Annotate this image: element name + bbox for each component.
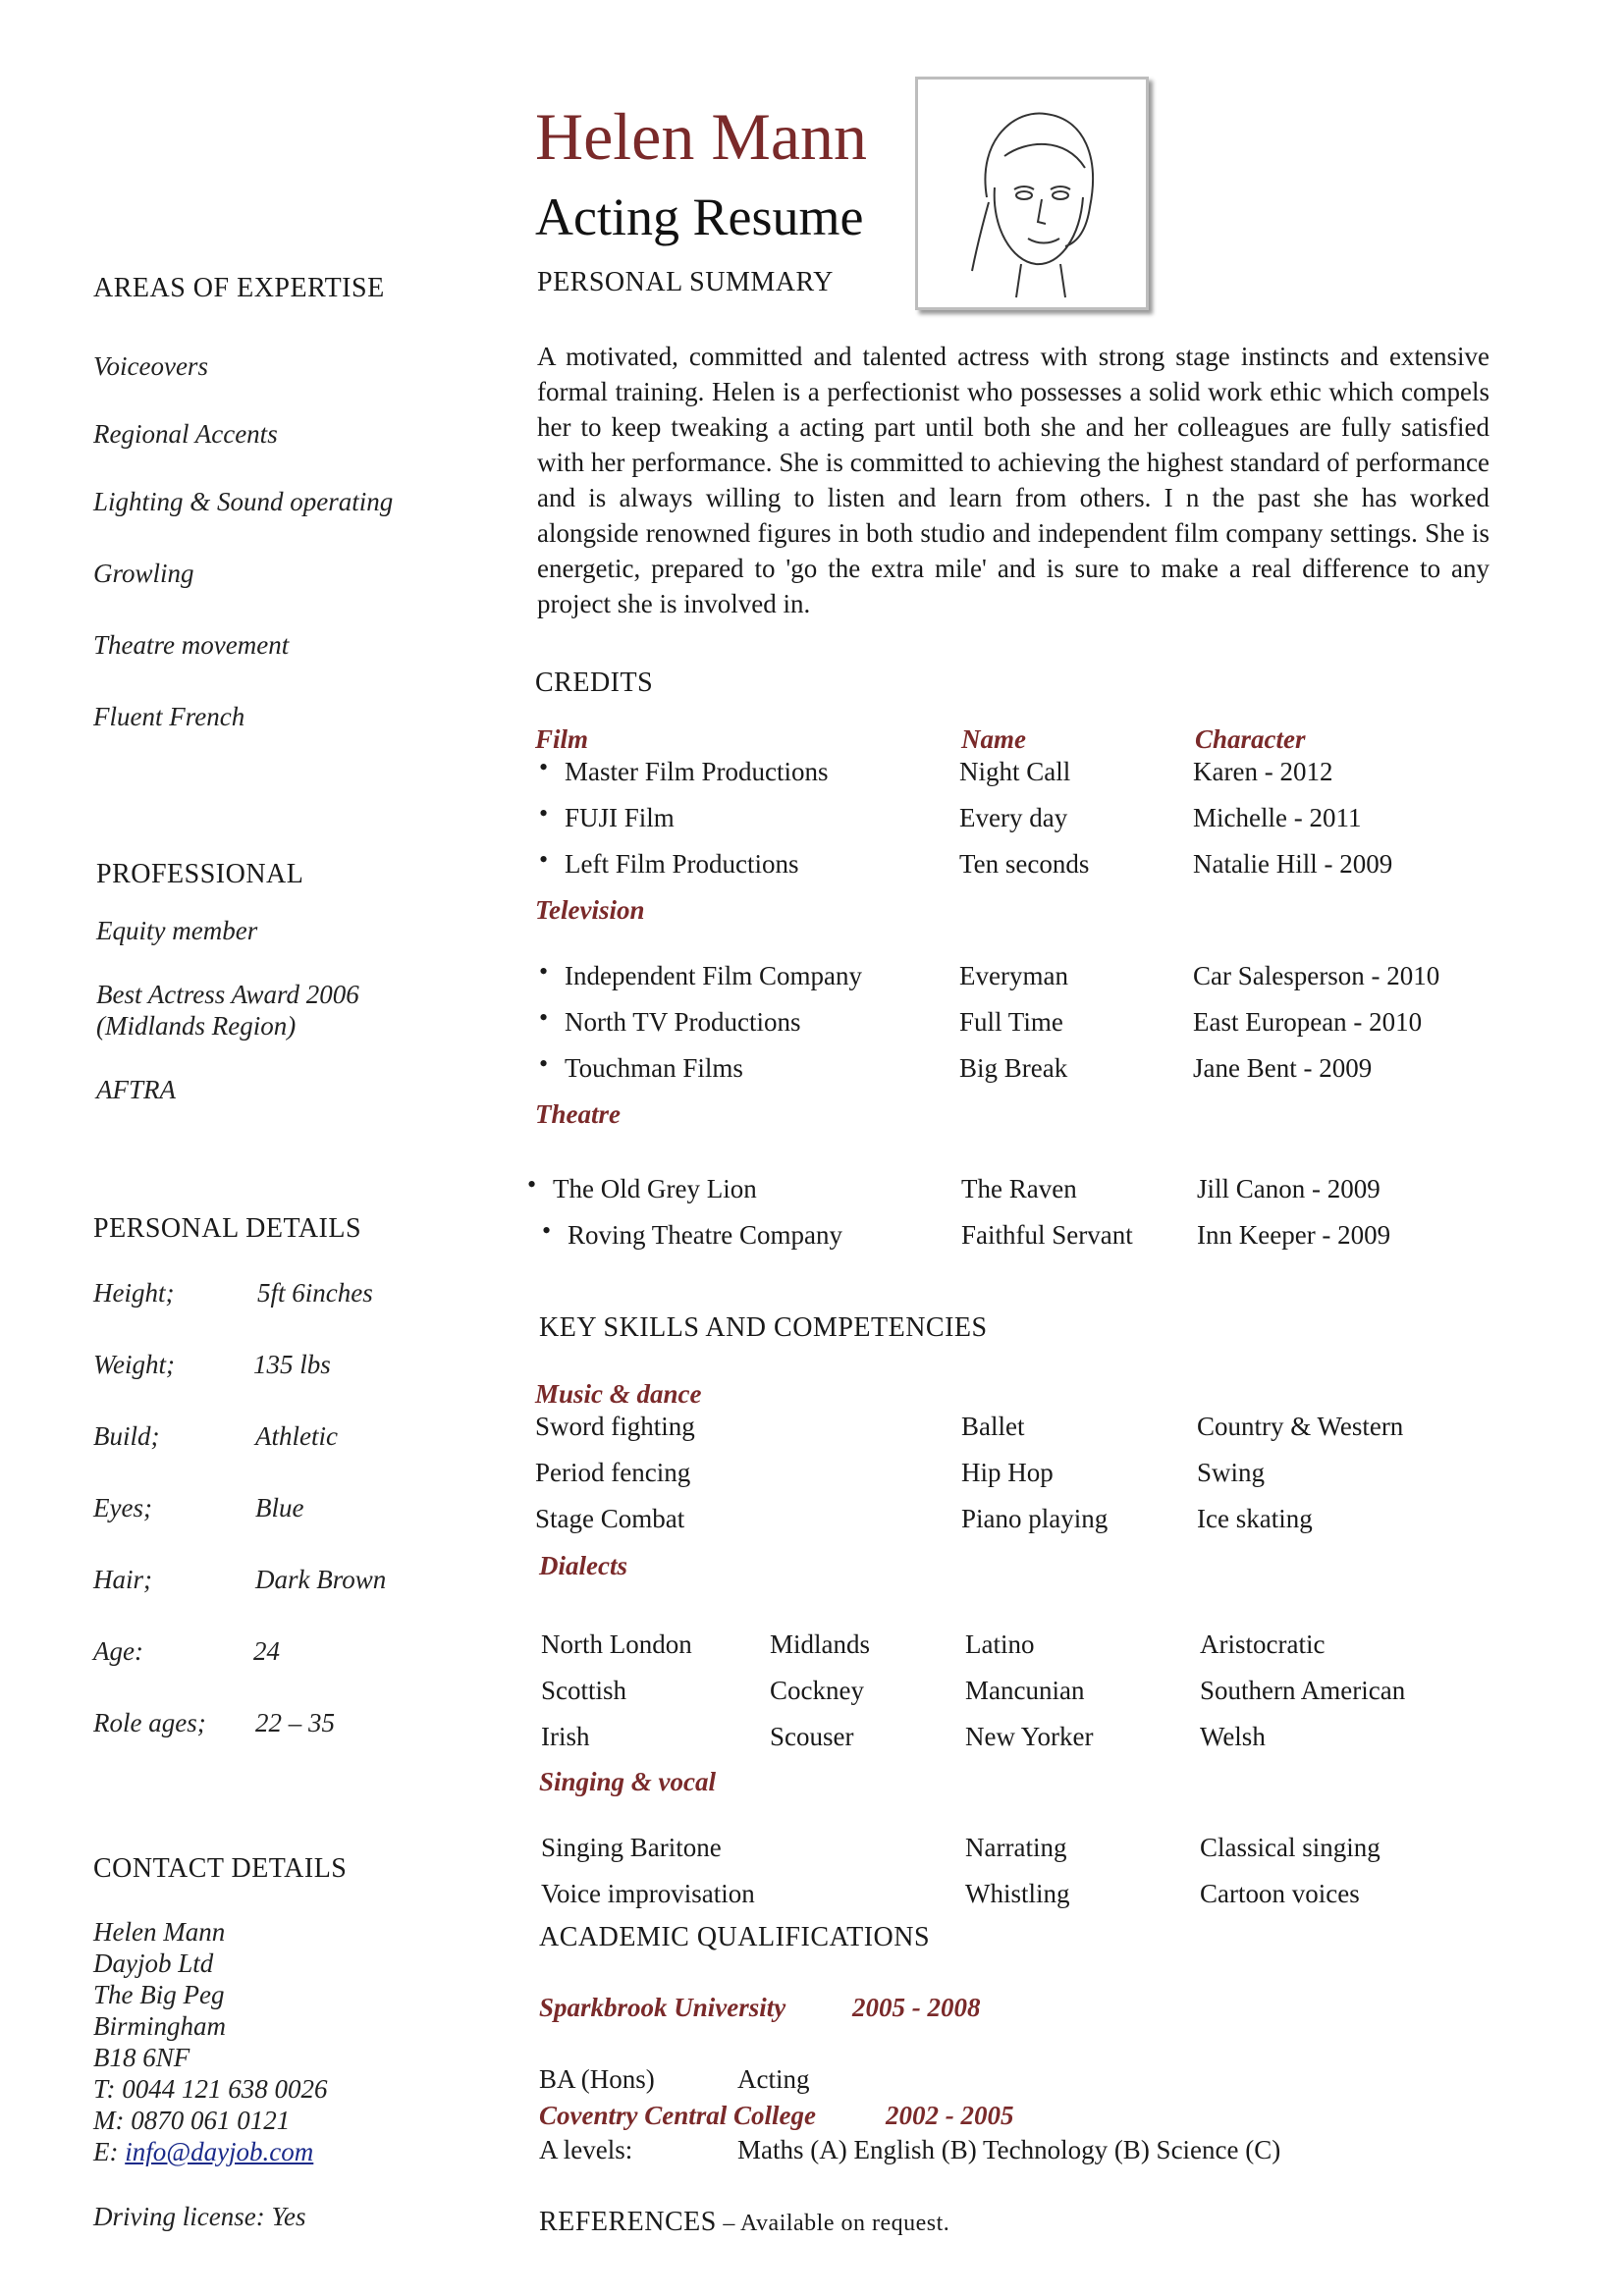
skill-item: Sword fighting — [535, 1412, 695, 1441]
singing-item: Voice improvisation — [541, 1879, 755, 1908]
dialects-subheading: Dialects — [539, 1551, 627, 1580]
credit-company: • Roving Theatre Company — [568, 1220, 842, 1251]
email-prefix: E: — [93, 2137, 126, 2166]
personal-value: 135 lbs — [253, 1350, 331, 1379]
credit-company: • Master Film Productions — [565, 757, 829, 787]
dialect-item: Welsh — [1200, 1722, 1266, 1751]
skill-item: Piano playing — [961, 1504, 1109, 1533]
skill-item: Stage Combat — [535, 1504, 685, 1533]
personal-heading: PERSONAL DETAILS — [93, 1213, 362, 1244]
dialect-item: Scouser — [770, 1722, 854, 1751]
personal-value: Athletic — [255, 1421, 338, 1451]
television-subheading: Television — [535, 895, 645, 925]
dialect-item: Cockney — [770, 1676, 864, 1705]
personal-label: Weight; — [93, 1350, 175, 1379]
singing-item: Classical singing — [1200, 1833, 1380, 1862]
credit-company: • Touchman Films — [565, 1053, 743, 1084]
portrait-sketch-icon — [918, 80, 1146, 307]
skill-item: Ballet — [961, 1412, 1025, 1441]
summary-heading: PERSONAL SUMMARY — [537, 267, 834, 297]
references-heading: REFERENCES — [539, 2207, 717, 2237]
contact-mobile: M: 0870 061 0121 — [93, 2106, 291, 2135]
college-years: 2002 - 2005 — [886, 2101, 1014, 2130]
personal-label: Age: — [93, 1636, 143, 1666]
dialect-item: Latino — [965, 1629, 1035, 1659]
driving-license: Driving license: Yes — [93, 2202, 306, 2231]
credit-character: Jill Canon - 2009 — [1197, 1174, 1380, 1203]
personal-label: Hair; — [93, 1565, 152, 1594]
skill-item: Country & Western — [1197, 1412, 1404, 1441]
expertise-item: Growling — [93, 559, 194, 588]
references-note: – Available on request. — [716, 2211, 950, 2236]
professional-item: AFTRA — [96, 1075, 176, 1104]
expertise-item: Fluent French — [93, 702, 245, 731]
character-column-header: Character — [1195, 724, 1306, 754]
personal-value: Dark Brown — [255, 1565, 387, 1594]
credit-company: • Left Film Productions — [565, 849, 799, 880]
expertise-heading: AREAS OF EXPERTISE — [93, 273, 385, 303]
skills-heading: KEY SKILLS AND COMPETENCIES — [539, 1312, 988, 1343]
contact-line: The Big Peg — [93, 1980, 225, 2009]
credit-company: • FUJI Film — [565, 803, 675, 833]
personal-value: 24 — [253, 1636, 280, 1666]
personal-value: 22 – 35 — [255, 1708, 335, 1737]
contact-line: B18 6NF — [93, 2043, 190, 2072]
credit-character: East European - 2010 — [1193, 1007, 1423, 1037]
expertise-item: Theatre movement — [93, 630, 290, 660]
professional-item: Equity member — [96, 916, 258, 945]
references-line — [539, 2207, 949, 2238]
singing-subheading: Singing & vocal — [539, 1767, 717, 1796]
personal-label: Height; — [93, 1278, 175, 1308]
credit-name: The Raven — [961, 1174, 1077, 1203]
resume-title: Acting Resume — [535, 187, 864, 246]
credit-character: Car Salesperson - 2010 — [1193, 961, 1440, 990]
credit-name: Big Break — [959, 1053, 1068, 1083]
dialect-item: Midlands — [770, 1629, 871, 1659]
dialect-item: Scottish — [541, 1676, 627, 1705]
dialect-item: North London — [541, 1629, 692, 1659]
singing-item: Whistling — [965, 1879, 1070, 1908]
college-name: Coventry Central College — [539, 2101, 816, 2130]
contact-phone: T: 0044 121 638 0026 — [93, 2074, 328, 2104]
credit-character: Michelle - 2011 — [1193, 803, 1362, 832]
dialect-item: Mancunian — [965, 1676, 1085, 1705]
singing-item: Narrating — [965, 1833, 1067, 1862]
credit-name: Every day — [959, 803, 1068, 832]
contact-line: Birmingham — [93, 2011, 226, 2041]
credits-heading: CREDITS — [535, 667, 654, 698]
credit-name: Everyman — [959, 961, 1068, 990]
portrait-photo — [915, 77, 1149, 310]
credit-character: Jane Bent - 2009 — [1193, 1053, 1373, 1083]
alevels-label: A levels: — [539, 2135, 633, 2164]
credit-company: • Independent Film Company — [565, 961, 862, 991]
university-years: 2005 - 2008 — [852, 1993, 981, 2022]
singing-item: Cartoon voices — [1200, 1879, 1360, 1908]
expertise-item: Regional Accents — [93, 419, 278, 449]
skill-item: Period fencing — [535, 1458, 691, 1487]
credit-character: Karen - 2012 — [1193, 757, 1333, 786]
credit-company: • The Old Grey Lion — [553, 1174, 757, 1204]
degree-subject: Acting — [737, 2064, 810, 2094]
contact-line: Dayjob Ltd — [93, 1949, 214, 1978]
credit-character: Natalie Hill - 2009 — [1193, 849, 1393, 879]
summary-text: A motivated, committed and talented actress with strong stage instincts and extensive formal training. Helen is a perfectionist who possesses a solid work ethic which compels her to keep tweaking a acting part until both she and her colleagues are fully satisfied with her performance. She is committed to achieving the highest standard of performance and is always willing to listen and learn from others. I n the past she has worked alongside renowned figures in both studio and independent film company settings. She is energetic, prepared to 'go the extra mile' and is sure to make a real difference to any project she is involved in. — [537, 342, 1489, 618]
contact-line: Helen Mann — [93, 1917, 226, 1947]
credit-character: Inn Keeper - 2009 — [1197, 1220, 1391, 1250]
degree-type: BA (Hons) — [539, 2064, 655, 2094]
credit-name: Night Call — [959, 757, 1071, 786]
academic-heading: ACADEMIC QUALIFICATIONS — [539, 1922, 931, 1952]
personal-value: 5ft 6inches — [257, 1278, 373, 1308]
theatre-subheading: Theatre — [535, 1099, 621, 1129]
alevels-grades: Maths (A) English (B) Technology (B) Science (C) — [737, 2135, 1281, 2164]
personal-value: Blue — [255, 1493, 304, 1522]
skill-item: Hip Hop — [961, 1458, 1054, 1487]
professional-heading: PROFESSIONAL — [96, 859, 304, 889]
skill-item: Ice skating — [1197, 1504, 1313, 1533]
skill-item: Swing — [1197, 1458, 1266, 1487]
music-dance-subheading: Music & dance — [535, 1379, 702, 1409]
email-link[interactable]: info@dayjob.com — [125, 2137, 314, 2166]
credit-name: Faithful Servant — [961, 1220, 1133, 1250]
film-subheading: Film — [535, 724, 589, 754]
university-name: Sparkbrook University — [539, 1993, 786, 2022]
singing-item: Singing Baritone — [541, 1833, 722, 1862]
personal-label: Eyes; — [93, 1493, 152, 1522]
contact-heading: CONTACT DETAILS — [93, 1853, 348, 1884]
dialect-item: Irish — [541, 1722, 590, 1751]
dialect-item: New Yorker — [965, 1722, 1094, 1751]
contact-email-line — [93, 2137, 313, 2167]
credit-company: • North TV Productions — [565, 1007, 801, 1038]
personal-label: Build; — [93, 1421, 160, 1451]
personal-label: Role ages; — [93, 1708, 206, 1737]
name-column-header: Name — [961, 724, 1026, 754]
credit-name: Ten seconds — [959, 849, 1090, 879]
expertise-item: Voiceovers — [93, 351, 208, 381]
dialect-item: Aristocratic — [1200, 1629, 1326, 1659]
credit-name: Full Time — [959, 1007, 1063, 1037]
expertise-item: Lighting & Sound operating — [93, 487, 394, 516]
candidate-name: Helen Mann — [535, 99, 868, 174]
professional-item: Best Actress Award 2006 — [96, 980, 359, 1009]
professional-item: (Midlands Region) — [96, 1011, 297, 1041]
dialect-item: Southern American — [1200, 1676, 1406, 1705]
